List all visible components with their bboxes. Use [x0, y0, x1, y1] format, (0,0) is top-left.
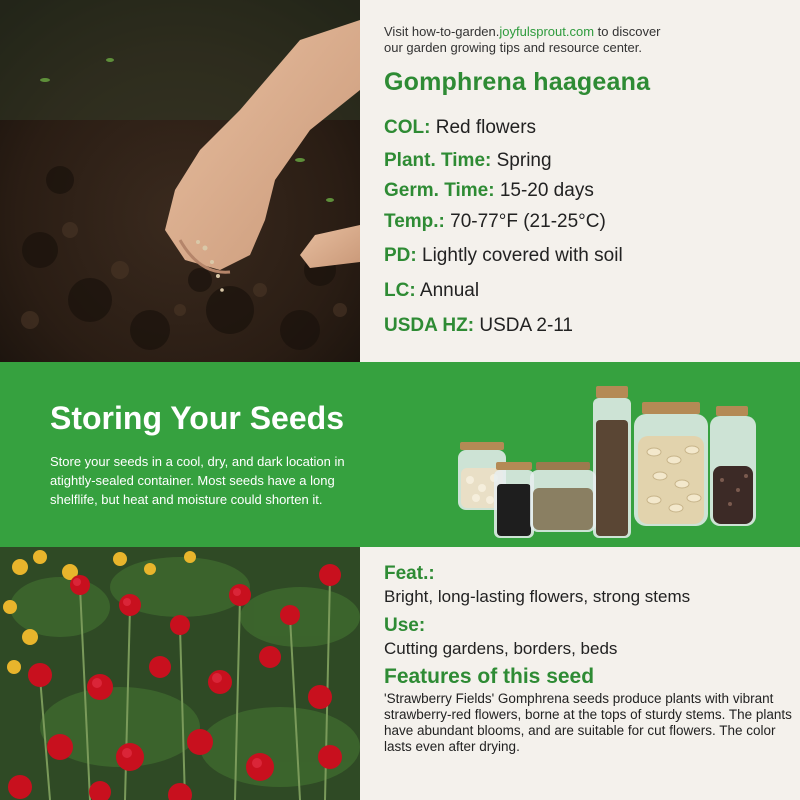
feat-label: Feat.: [384, 563, 435, 584]
gomphrena-flowers-photo [0, 547, 360, 800]
spec-value: 70-77°F (21-25°C) [450, 211, 606, 232]
flowers-illustration [0, 547, 360, 800]
visit-suffix: to discover [594, 24, 661, 39]
seed-jars-graphic [450, 380, 770, 540]
seed-details-panel [384, 563, 794, 755]
spec-key: PD: [384, 245, 417, 266]
spec-key: Temp.: [384, 211, 445, 232]
spec-key: USDA HZ: [384, 315, 475, 336]
spec-row-life-cycle [384, 280, 479, 302]
spec-value: Lightly covered with soil [422, 245, 623, 266]
storing-title: Storing Your Seeds [50, 400, 344, 436]
spec-value: Annual [419, 280, 480, 301]
spec-value: USDA 2-11 [479, 315, 573, 336]
visit-prefix: Visit how-to-garden. [384, 24, 500, 39]
soil-hands-illustration [0, 0, 360, 362]
top-section [0, 0, 800, 362]
brand-link[interactable]: joyfulsprout.com [499, 24, 595, 39]
spec-list [384, 0, 794, 362]
spec-row-color [384, 117, 536, 139]
spec-row-usda-zone [384, 315, 573, 337]
use-value: Cutting gardens, borders, beds [384, 639, 618, 658]
spec-row-planting-depth [384, 245, 623, 267]
spec-value: 15-20 days [499, 180, 594, 201]
soil-hands-photo [0, 0, 360, 362]
spec-key: COL: [384, 117, 431, 138]
seed-jars-illustration [450, 380, 770, 540]
storing-seeds-band [0, 362, 800, 547]
spec-key: LC: [384, 280, 416, 301]
spec-row-germ-time [384, 180, 594, 202]
spec-row-temperature [384, 211, 606, 233]
features-title: Features of this seed [384, 665, 595, 688]
features-text: 'Strawberry Fields' Gomphrena seeds produce plants with vibrant strawberry-red flowers, borne at the tops of sturdy stems. The plants have abundant blooms, and are suitable for cut flowers. The color lasts even after drying. [384, 691, 792, 754]
use-label: Use: [384, 615, 426, 636]
storing-text: Store your seeds in a cool, dry, and dark location in atightly-sealed container. Most seeds have a long shelflife, but heat and moisture could shorten it. [50, 454, 345, 507]
feat-value: Bright, long-lasting flowers, strong stems [384, 587, 691, 606]
spec-value: Spring [496, 150, 552, 171]
spec-key: Germ. Time: [384, 180, 495, 201]
spec-value: Red flowers [435, 117, 537, 138]
spec-row-plant-time [384, 150, 552, 172]
spec-key: Plant. Time: [384, 150, 492, 171]
plant-name: Gomphrena haageana [384, 68, 651, 96]
visit-line2: our garden growing tips and resource center. [384, 40, 642, 55]
